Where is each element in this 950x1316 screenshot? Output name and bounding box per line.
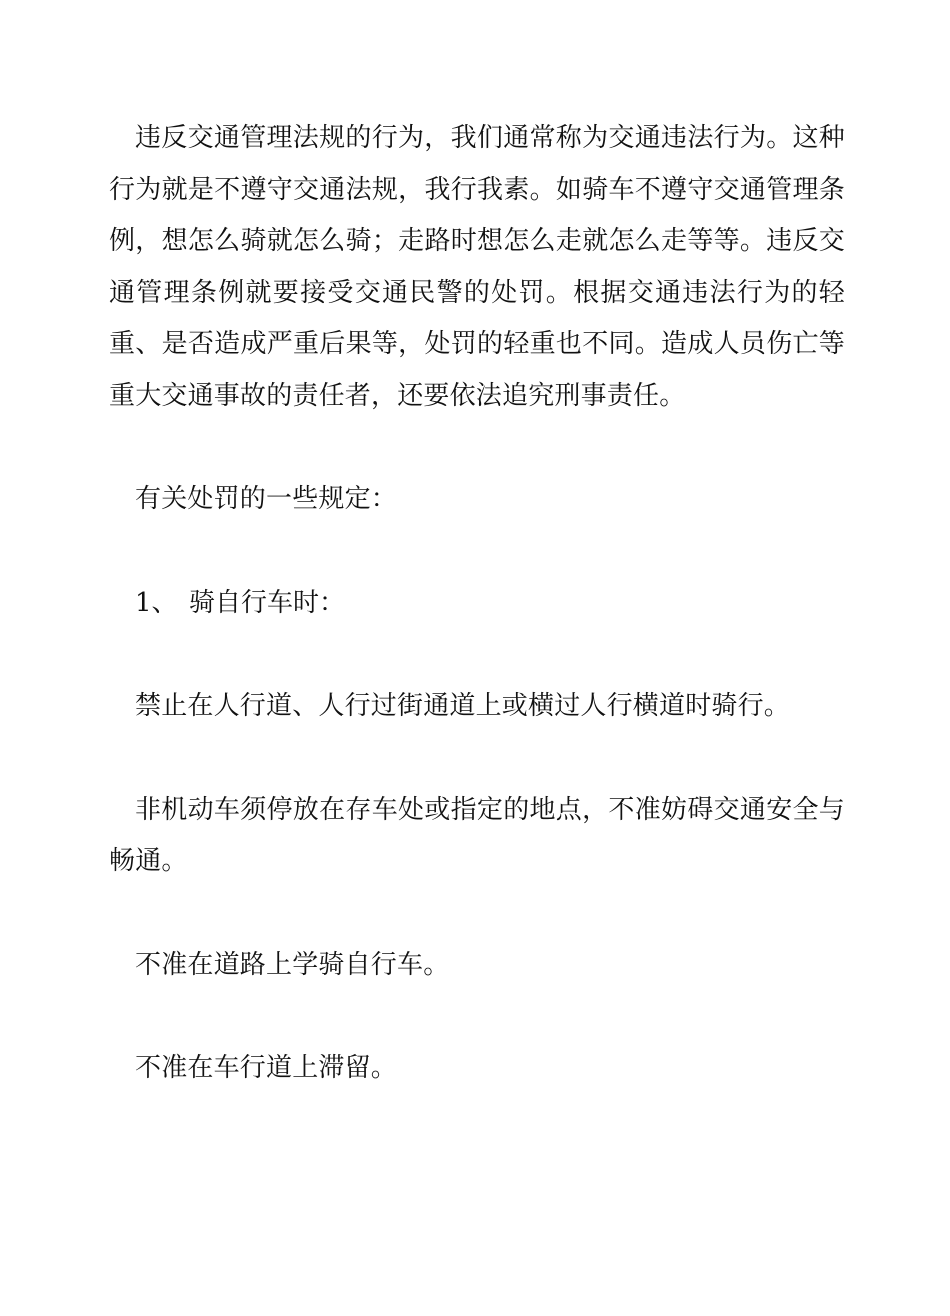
rule-paragraph-learning: 不准在道路上学骑自行车。 (135, 949, 450, 980)
rule-paragraph-parking: 非机动车须停放在存车处或指定的地点，不准妨碍交通安全与畅通。 (109, 794, 845, 876)
paragraph-spacer (109, 422, 845, 474)
rules-heading: 有关处罚的一些规定： (135, 484, 398, 514)
paragraph-spacer (109, 629, 845, 681)
intro-paragraph: 违反交通管理法规的行为，我们通常称为交通违法行为。这种行为就是不遵守交通法规，我行我素。如骑车不遵守交通管理条例，想怎么骑就怎么骑；走路时想怎么走就怎么走等等。违反交通管理条例就要接受交通民警的处罚。根据交通违法行为的轻重、是否造成严重后果等，处罚的轻重也不同。造成人员伤亡等重大交通事故的责任者，还要依法追究刑事责任。 (109, 123, 845, 411)
paragraph-spacer (109, 888, 845, 940)
list-item-label: 骑自行车时： (189, 587, 346, 618)
paragraph-spacer (109, 733, 845, 785)
rule-paragraph-lingering: 不准在车行道上滞留。 (135, 1053, 398, 1083)
list-item-bicycle (109, 578, 845, 630)
list-item-number: 1、 (135, 587, 178, 618)
paragraph-spacer (109, 991, 845, 1043)
rule-paragraph-sidewalk: 禁止在人行道、人行过街通道上或横过人行横道时骑行。 (135, 691, 791, 721)
document-body (109, 113, 845, 1095)
paragraph-spacer (109, 526, 845, 578)
